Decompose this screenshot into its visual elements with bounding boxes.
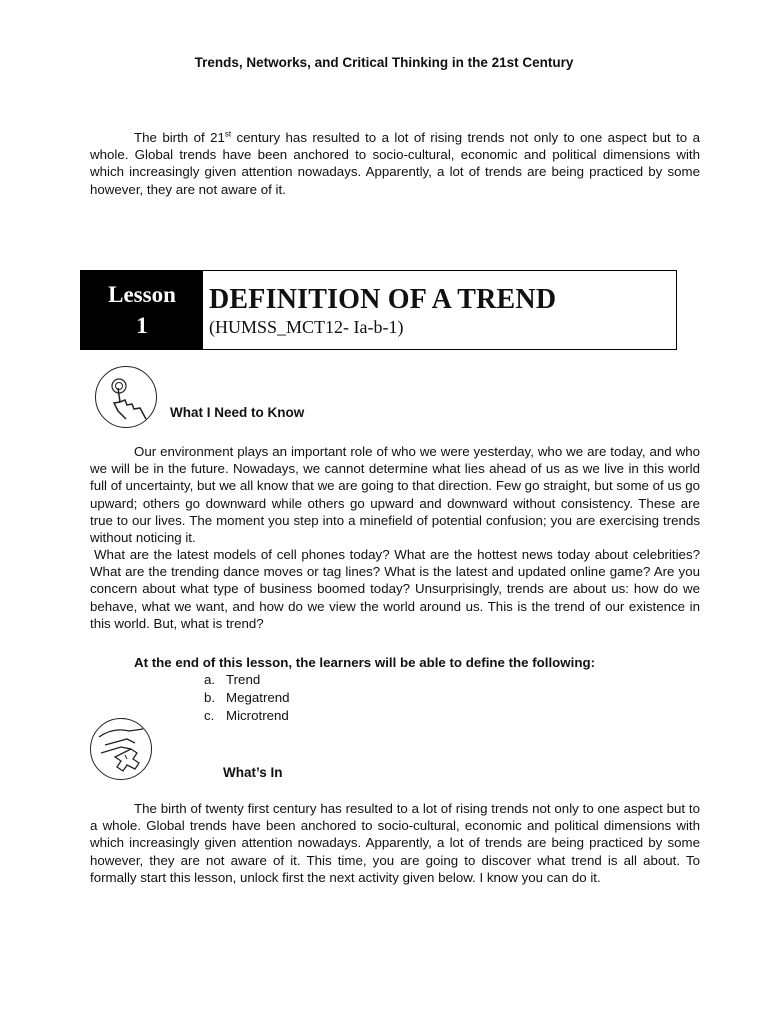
lesson-tag [81, 271, 203, 349]
what-i-need-paragraph-1 [90, 443, 700, 546]
list-item-text: Trend [226, 672, 261, 687]
objectives-list [204, 671, 290, 725]
pointing-hand-icon [95, 366, 157, 428]
intro-prefix: The birth of 21 [134, 130, 225, 145]
lesson-title-area [203, 271, 556, 349]
list-marker: b. [204, 690, 216, 705]
intro-paragraph [90, 129, 700, 198]
lesson-code: (HUMSS_MCT12- Ia-b-1) [209, 317, 404, 337]
list-item [204, 707, 290, 725]
list-item-text: Microtrend [226, 708, 289, 723]
lesson-title: DEFINITION OF A TREND [209, 284, 557, 315]
what-i-need-text-2: What are the latest models of cell phones today? What are the hottest news today about celebrities? What are the trending dance moves or tag lines? What is the latest and updated online game? Are you concern about what type of business boomed today? Unsurprisingly, trends are about us: how do we behave, what we want, and how do we view the world around us. This is the trend of our existence in this world. But, what is trend? [90, 547, 700, 631]
list-item [204, 689, 290, 707]
what-i-need-text-1: Our environment plays an important role of who we were yesterday, who we are today, and who we will be in the future. Nowadays, we cannot determine what lies ahead of us as we live in this world full of uncertainty, but we all know that we are going to that direction. Few go straight, but some of us go upward; others go downward while others go upward and downward without consistency. These are true to our lives. The moment you step into a minefield of potential confusion; you are exercising trends without noticing it. [90, 444, 700, 546]
list-marker: c. [204, 708, 215, 723]
whats-in-paragraph [90, 800, 700, 886]
objectives-title: At the end of this lesson, the learners will be able to define the following: [134, 655, 596, 670]
list-item [204, 671, 290, 689]
lesson-banner [80, 270, 677, 350]
what-i-need-paragraph-2 [90, 546, 700, 632]
page-header: Trends, Networks, and Critical Thinking in the 21st Century [194, 55, 574, 70]
puzzle-hand-icon [90, 718, 152, 780]
whats-in-text: The birth of twenty first century has resulted to a lot of rising trends not only to one aspect but to a whole. Global trends have been anchored to socio-cultural, economic and political dimensions with which increasingly given attention nowadays. Apparently, a lot of trends are being practiced by some however, they are not aware of it. This time, you are going to discover what trend is all about. To formally start this lesson, unlock first the next activity given below. I know you can do it. [90, 801, 700, 885]
list-marker: a. [204, 672, 216, 687]
what-i-need-heading: What I Need to Know [170, 405, 305, 420]
list-item-text: Megatrend [226, 690, 290, 705]
lesson-tag-label: Lesson [108, 282, 176, 307]
intro-rest: century has resulted to a lot of rising trends not only to one aspect but to a whole. Global trends have been anchored to socio-cultural, economic and political dimensions with which increasingly given attention nowadays. Apparently, a lot of trends are being practiced by some however, they are not aware of it. [90, 130, 700, 197]
lesson-number: 1 [136, 313, 148, 338]
intro-superscript: st [224, 129, 232, 139]
whats-in-heading: What’s In [223, 765, 283, 780]
